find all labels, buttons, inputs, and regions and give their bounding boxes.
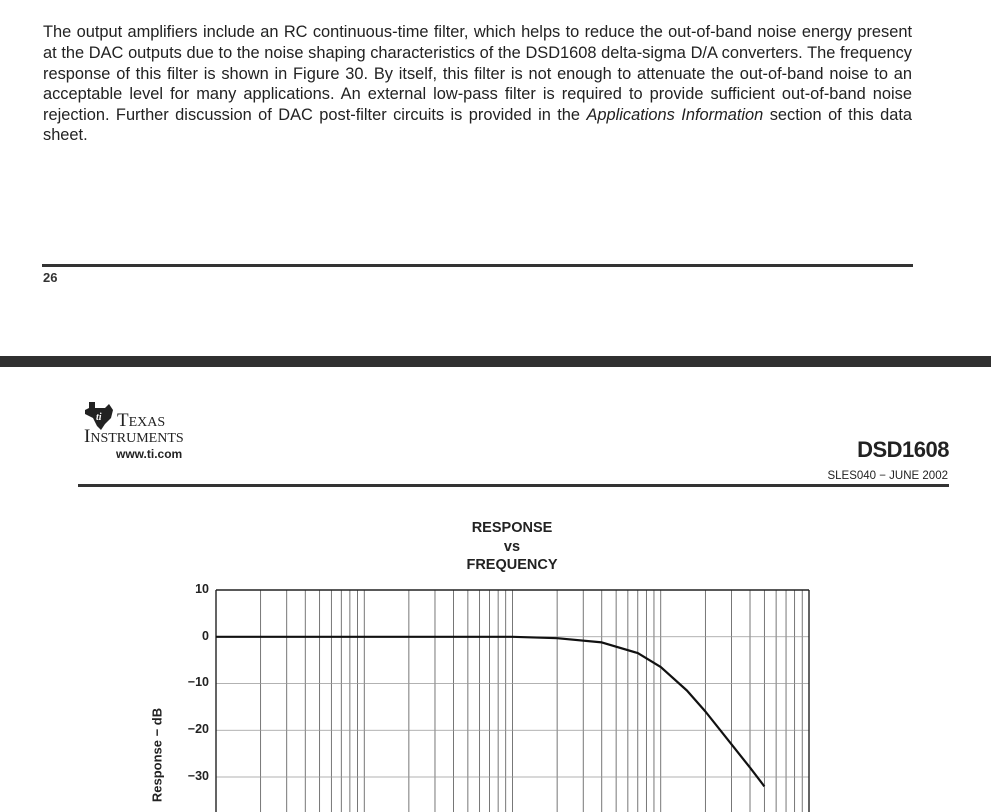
y-tick-label: 10 [195, 582, 209, 596]
y-tick-label: −30 [187, 769, 209, 783]
y-tick-label: −10 [187, 675, 209, 689]
y-axis-label: Response − dB [149, 707, 165, 803]
applications-information-ref: Applications Information [586, 105, 764, 124]
svg-text:INSTRUMENTS: INSTRUMENTS [84, 426, 184, 446]
svg-text:ti: ti [96, 412, 102, 423]
paragraph-text: The output amplifiers include an RC continuous-time filter, which helps to reduce the out-of-band noise energy present at the DAC outputs due to the noise shaping characteristics of the DSD1608 delta-sigma D/A converters. The frequency response of this filter is shown in Figure 30. By itself, this filter is not enough to attenuate the out-of-band noise to an acceptable level for many applications. An external low-pass filter is required to provide sufficient out-of-band noise rejection. Further discussion of DAC post-filter circuits is provided in the [43, 23, 912, 124]
page-number: 26 [43, 270, 58, 285]
response-curve [216, 637, 764, 787]
doc-id: DSD1608 [857, 437, 949, 462]
doc-revision: SLES040 − JUNE 2002 [827, 470, 948, 482]
chart-title-line-1: RESPONSE [471, 520, 553, 536]
chart-title-line-2: vs [503, 538, 521, 555]
paragraph-text-end: section of this data sheet. [43, 105, 912, 145]
svg-text:TEXAS: TEXAS [117, 410, 166, 431]
y-tick-label: 0 [202, 629, 209, 643]
y-tick-label: −20 [187, 722, 209, 736]
chart-title-line-3: FREQUENCY [466, 557, 558, 573]
ti-url: www.ti.com [116, 447, 183, 461]
